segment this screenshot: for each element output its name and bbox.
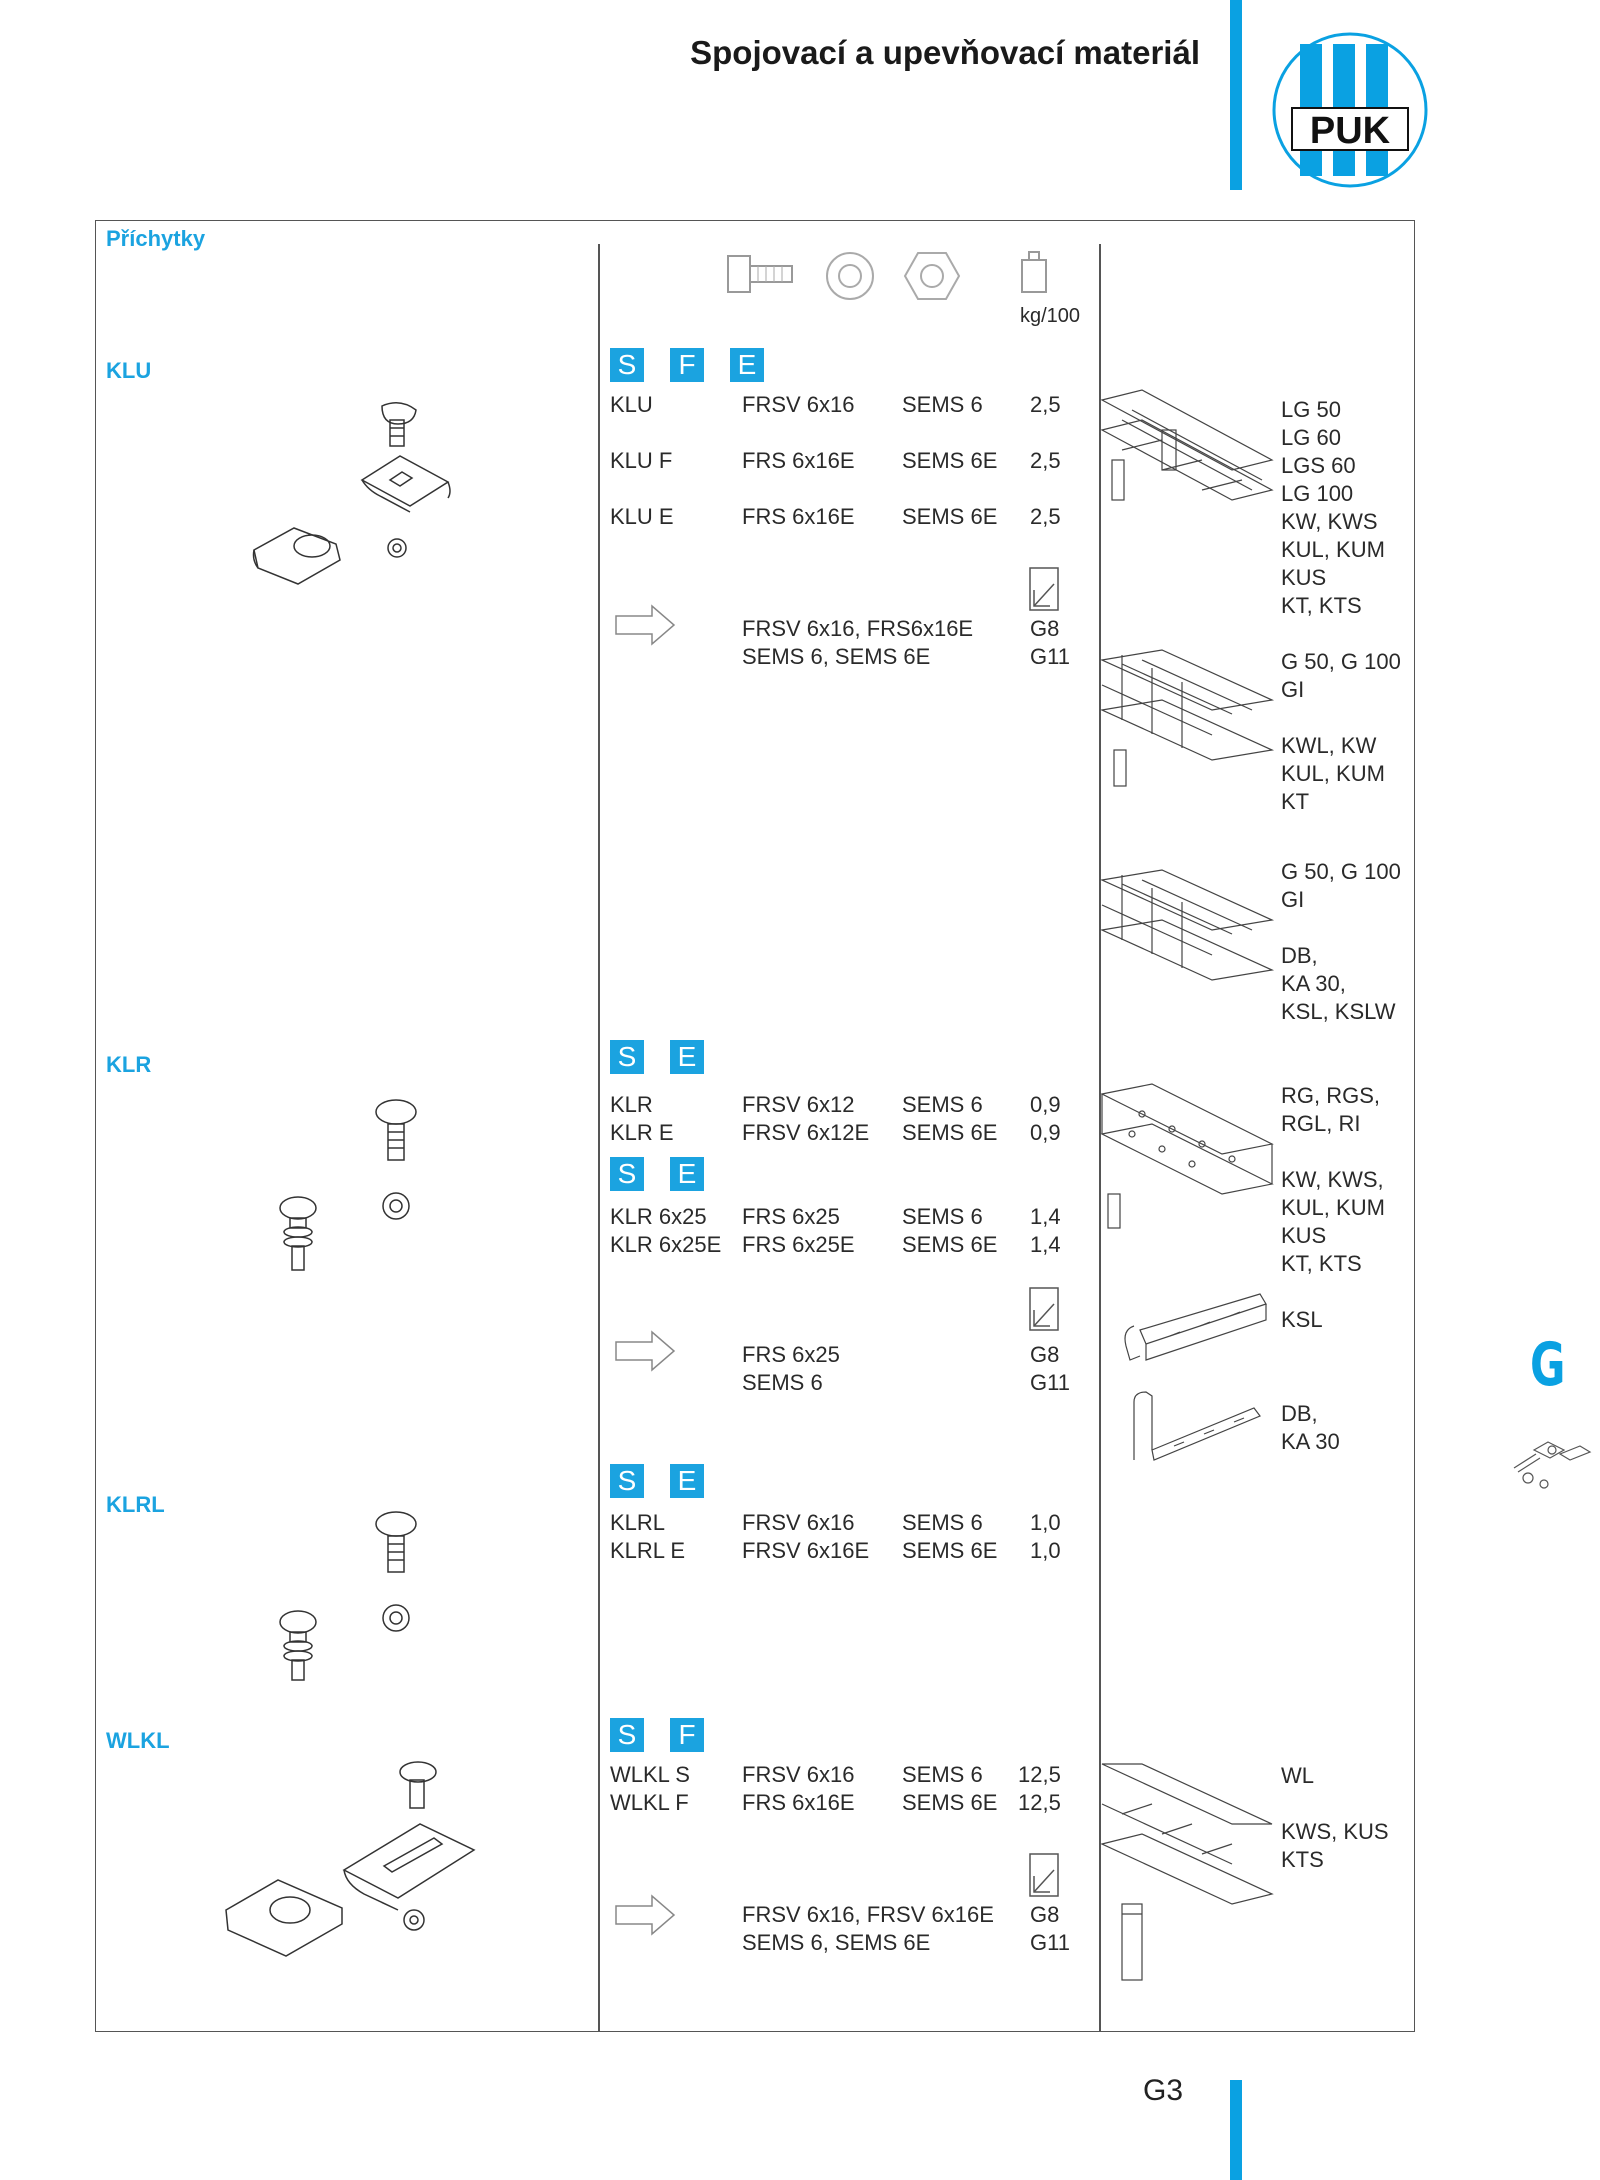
row-bolt: FRSV 6x12: [742, 1092, 855, 1117]
application-item: KT, KTS: [1281, 593, 1362, 618]
badge-e: E: [730, 348, 764, 382]
application-item: LG 60: [1281, 425, 1341, 450]
row-code: KLR 6x25E: [610, 1232, 722, 1257]
application-item: DB,: [1281, 1401, 1318, 1426]
application-item: KT: [1281, 789, 1310, 814]
application-item: G 50, G 100: [1281, 649, 1401, 674]
row-bolt: FRS 6x16E: [742, 1790, 855, 1815]
section-klr: KLR: [106, 1052, 152, 1077]
application-spacer: [1281, 1138, 1385, 1166]
application-list: [1281, 1306, 1323, 1334]
weight-icon: [1020, 250, 1050, 301]
ladder-tray-drawing: [1102, 390, 1272, 545]
application-list: [1281, 396, 1385, 620]
column-divider-1: [598, 244, 600, 2032]
application-item: KWL, KW: [1281, 733, 1377, 758]
application-item: KTS: [1281, 1847, 1324, 1872]
row-nut: SEMS 6E: [902, 448, 998, 473]
wire-tray-drawing: [1102, 870, 1272, 1005]
application-item: RG, RGS,: [1281, 1083, 1381, 1108]
application-item: KUL, KUM: [1281, 1195, 1385, 1220]
application-item: KUL, KUM: [1281, 761, 1385, 786]
application-item: LG 100: [1281, 481, 1354, 506]
row-code: KLR E: [610, 1120, 674, 1145]
row-bolt: FRS 6x16E: [742, 448, 855, 473]
row-bolt: FRSV 6x16E: [742, 1538, 870, 1563]
row-nut: SEMS 6E: [902, 1790, 998, 1815]
logo-text: PUK: [1309, 110, 1391, 152]
row-weight: 0,9: [1030, 1092, 1061, 1117]
application-list: [1281, 1762, 1389, 1874]
application-item: KWS, KUS: [1281, 1819, 1389, 1844]
ref-page: G8: [1030, 616, 1060, 641]
row-weight: 1,0: [1030, 1510, 1061, 1535]
application-item: KUS: [1281, 1223, 1327, 1248]
ref-page: G8: [1030, 1342, 1060, 1367]
application-item: RGL, RI: [1281, 1111, 1361, 1136]
row-code: KLU E: [610, 504, 674, 529]
header-accent-bar: [1230, 0, 1242, 190]
footer-accent-bar: [1230, 2080, 1242, 2180]
application-item: DB,: [1281, 943, 1318, 968]
application-item: G 50, G 100: [1281, 859, 1401, 884]
application-item: KW, KWS: [1281, 509, 1378, 534]
klrl-bolt-drawing: [270, 1510, 440, 1695]
badge-s: S: [610, 348, 644, 382]
row-bolt: FRS 6x25: [742, 1204, 840, 1229]
arrow-right-icon: [614, 1894, 676, 1941]
klr-bolt-drawing: [270, 1098, 440, 1283]
application-item: KUS: [1281, 565, 1327, 590]
row-weight: 1,4: [1030, 1232, 1061, 1257]
ref-line: FRSV 6x16, FRSV 6x16E: [742, 1902, 994, 1927]
section-title: Příchytky: [106, 226, 206, 251]
bracket-drawing: [1120, 1290, 1270, 1375]
row-nut: SEMS 6E: [902, 1120, 998, 1145]
wire-tray-drawing: [1102, 650, 1272, 795]
application-spacer: [1281, 704, 1401, 732]
nut-icon: [904, 250, 960, 307]
row-code: KLU F: [610, 448, 673, 473]
page-ref-icon: [1028, 566, 1060, 617]
badge-s: S: [610, 1718, 644, 1752]
section-wlkl: WLKL: [106, 1728, 170, 1753]
row-code: KLRL E: [610, 1538, 686, 1563]
weight-unit-label: kg/100: [1020, 305, 1081, 327]
badge-f: F: [670, 1718, 704, 1752]
application-item: KSL, KSLW: [1281, 999, 1396, 1024]
page-number: G3: [1143, 2074, 1184, 2107]
ladder-tray-drawing: [1102, 1764, 1272, 1989]
page-ref-icon: [1028, 1286, 1060, 1337]
perforated-tray-drawing: [1102, 1084, 1272, 1239]
row-bolt: FRSV 6x12E: [742, 1120, 870, 1145]
application-item: KT, KTS: [1281, 1251, 1362, 1276]
badge-e: E: [670, 1040, 704, 1074]
row-weight: 2,5: [1030, 448, 1061, 473]
washer-icon: [824, 250, 876, 307]
application-item: KW, KWS,: [1281, 1167, 1384, 1192]
application-list: [1281, 1400, 1340, 1456]
ref-line: FRS 6x25: [742, 1342, 840, 1367]
row-weight: 2,5: [1030, 504, 1061, 529]
arrow-right-icon: [614, 1330, 676, 1377]
application-item: LG 50: [1281, 397, 1341, 422]
chapter-tab-letter: G: [1530, 1330, 1566, 1400]
puk-logo: [1270, 30, 1430, 190]
application-spacer: [1281, 914, 1401, 942]
bolt-icon: [726, 250, 796, 305]
ref-line: SEMS 6, SEMS 6E: [742, 1930, 931, 1955]
ref-line: SEMS 6: [742, 1370, 823, 1395]
application-item: KA 30,: [1281, 971, 1346, 996]
application-item: WL: [1281, 1763, 1314, 1788]
application-list: [1281, 1082, 1385, 1278]
page-ref-icon: [1028, 1852, 1060, 1903]
section-klu: KLU: [106, 358, 152, 383]
row-nut: SEMS 6: [902, 392, 983, 417]
row-code: WLKL S: [610, 1762, 690, 1787]
row-weight: 12,5: [1018, 1790, 1061, 1815]
row-nut: SEMS 6: [902, 1510, 983, 1535]
application-item: KA 30: [1281, 1429, 1340, 1454]
badge-s: S: [610, 1464, 644, 1498]
klu-clamp-drawing: [250, 400, 470, 605]
ref-page: G11: [1030, 644, 1070, 669]
badge-s: S: [610, 1157, 644, 1191]
badge-s: S: [610, 1040, 644, 1074]
row-weight: 2,5: [1030, 392, 1061, 417]
row-nut: SEMS 6: [902, 1204, 983, 1229]
application-spacer: [1281, 1790, 1389, 1818]
row-nut: SEMS 6E: [902, 504, 998, 529]
row-weight: 0,9: [1030, 1120, 1061, 1145]
application-list: [1281, 858, 1401, 1026]
row-weight: 1,0: [1030, 1538, 1061, 1563]
ref-line: FRSV 6x16, FRS6x16E: [742, 616, 974, 641]
application-list: [1281, 648, 1401, 816]
row-nut: SEMS 6E: [902, 1232, 998, 1257]
wlkl-clamp-drawing: [224, 1760, 484, 1965]
application-item: KUL, KUM: [1281, 537, 1385, 562]
badge-e: E: [670, 1157, 704, 1191]
row-code: KLR: [610, 1092, 653, 1117]
row-code: KLU: [610, 392, 653, 417]
fastener-icon: [1500, 1424, 1596, 1509]
ref-page: G11: [1030, 1370, 1070, 1395]
row-code: KLR 6x25: [610, 1204, 707, 1229]
row-weight: 1,4: [1030, 1204, 1061, 1229]
row-bolt: FRSV 6x16: [742, 392, 855, 417]
row-bolt: FRS 6x16E: [742, 504, 855, 529]
badge-f: F: [670, 348, 704, 382]
row-code: WLKL F: [610, 1790, 689, 1815]
row-nut: SEMS 6: [902, 1762, 983, 1787]
row-code: KLRL: [610, 1510, 666, 1535]
row-nut: SEMS 6E: [902, 1538, 998, 1563]
row-bolt: FRSV 6x16: [742, 1510, 855, 1535]
row-bolt: FRS 6x25E: [742, 1232, 855, 1257]
application-item: GI: [1281, 887, 1305, 912]
row-weight: 12,5: [1018, 1762, 1061, 1787]
page-title: Spojovací a upevňovací materiál: [690, 34, 1200, 71]
application-item: KSL: [1281, 1307, 1323, 1332]
ref-line: SEMS 6, SEMS 6E: [742, 644, 931, 669]
application-item: GI: [1281, 677, 1305, 702]
row-nut: SEMS 6: [902, 1092, 983, 1117]
row-bolt: FRSV 6x16: [742, 1762, 855, 1787]
ref-page: G8: [1030, 1902, 1060, 1927]
ref-page: G11: [1030, 1930, 1070, 1955]
support-drawing: [1124, 1390, 1264, 1475]
column-divider-2: [1099, 244, 1101, 2032]
badge-e: E: [670, 1464, 704, 1498]
arrow-right-icon: [614, 604, 676, 651]
application-item: LGS 60: [1281, 453, 1356, 478]
section-klrl: KLRL: [106, 1492, 165, 1517]
